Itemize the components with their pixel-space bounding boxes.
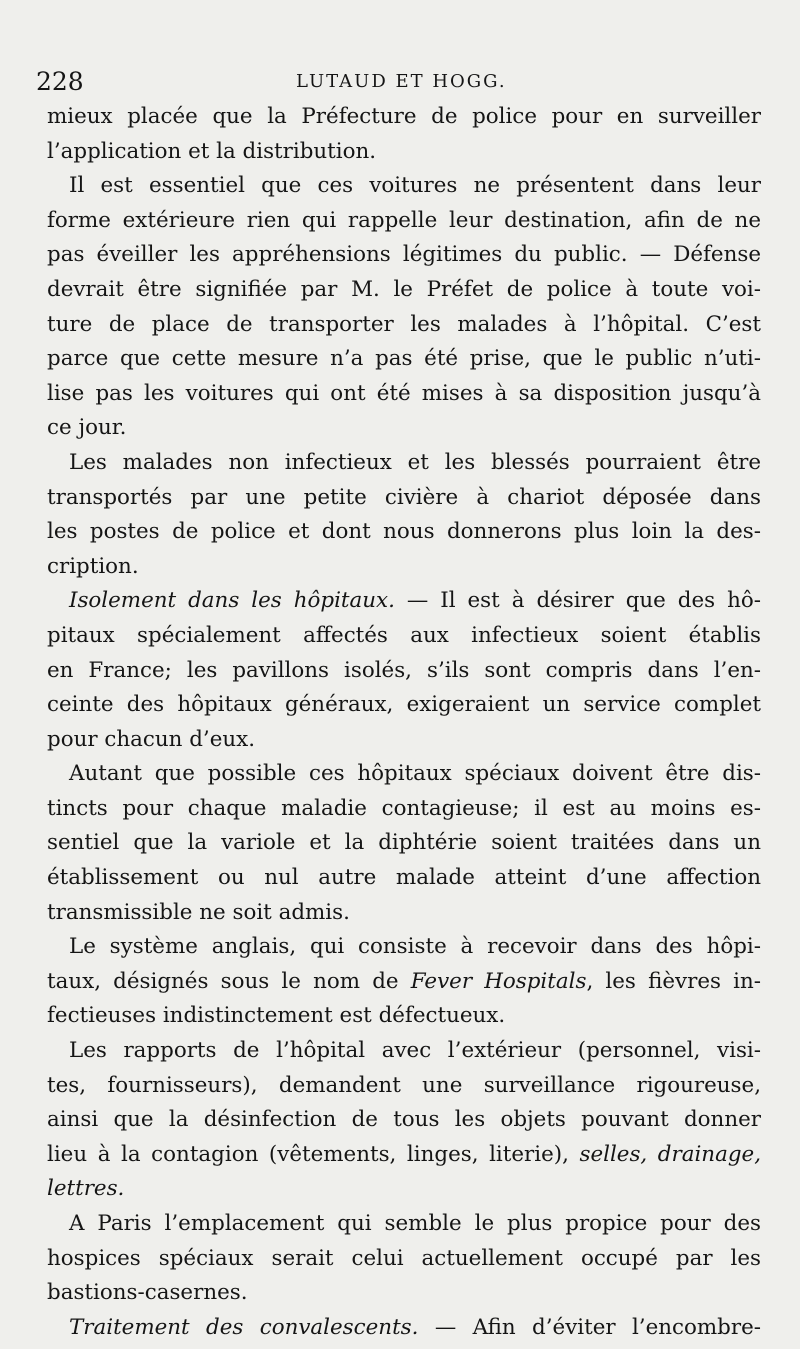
- text-segment: sentiel que la variole et la diphtérie soient traitées dans un: [47, 830, 761, 856]
- text-segment: ceinte des hôpitaux généraux, exigeraient un service complet: [47, 692, 761, 718]
- text-line: [47, 308, 761, 343]
- text-segment: tincts pour chaque maladie contagieuse; il est au moins es-: [47, 795, 761, 821]
- text-segment: Les malades non infectieux et les blessés pourraient être: [69, 449, 761, 475]
- text-line: [47, 1242, 761, 1277]
- page-number: 228: [36, 67, 84, 96]
- running-head: [36, 62, 556, 102]
- text-segment: Il est essentiel que ces voitures ne présentent dans leur: [69, 173, 761, 199]
- running-title: LUTAUD ET HOGG.: [296, 71, 507, 92]
- text-line: [47, 999, 761, 1034]
- text-line: [47, 792, 761, 827]
- text-line: [47, 238, 761, 273]
- text-line: [47, 377, 761, 412]
- text-segment: établissement ou nul autre malade atteint d’une affection: [47, 865, 761, 891]
- text-segment: , les fièvres in-: [586, 968, 761, 994]
- text-line: [47, 550, 761, 585]
- text-segment: ture de place de transporter les malades à l’hôpital. C’est: [47, 311, 761, 337]
- text-line: [47, 1172, 761, 1207]
- text-line: [47, 342, 761, 377]
- text-line: [47, 1103, 761, 1138]
- text-segment: ainsi que la désinfection de tous les objets pouvant donner: [47, 1107, 761, 1133]
- text-segment: transportés par une petite civière à chariot déposée dans: [47, 484, 761, 510]
- text-line: [47, 965, 761, 1000]
- text-line: [47, 861, 761, 896]
- text-segment: A Paris l’emplacement qui semble le plus propice pour des: [69, 1211, 761, 1236]
- text-line: [47, 446, 761, 481]
- text-segment: — Il est à désirer que des hô-: [394, 588, 761, 614]
- text-segment: en France; les pavillons isolés, s’ils sont compris dans l’en-: [47, 657, 761, 683]
- text-line: [47, 654, 761, 689]
- italic-text-segment: lettres.: [47, 1176, 125, 1202]
- text-segment: bastions-casernes.: [47, 1280, 248, 1306]
- body-text: [47, 100, 761, 1345]
- italic-text-segment: Isolement dans les hôpitaux.: [69, 588, 395, 614]
- text-segment: fectieuses indistinctement est défectueux.: [47, 1003, 506, 1029]
- text-line: [47, 619, 761, 654]
- text-segment: lise pas les voitures qui ont été mises à sa disposition jusqu’à: [47, 380, 761, 406]
- text-segment: ce jour.: [47, 415, 127, 441]
- text-segment: pitaux spécialement affectés aux infectieux soient établis: [47, 622, 761, 648]
- text-segment: pas éveiller les appréhensions légitimes du public. — Défense: [47, 242, 761, 268]
- text-line: [47, 1276, 761, 1311]
- text-segment: cription.: [47, 553, 139, 579]
- text-line: [47, 826, 761, 861]
- text-line: [47, 1069, 761, 1104]
- text-line: [47, 411, 761, 446]
- text-line: [47, 1311, 761, 1346]
- italic-text-segment: selles, drainage,: [579, 1141, 761, 1167]
- text-line: [47, 584, 761, 619]
- text-line: [47, 515, 761, 550]
- text-segment: tes, fournisseurs), demandent une surveillance rigoureuse,: [47, 1072, 761, 1098]
- text-segment: Le système anglais, qui consiste à recevoir dans des hôpi-: [69, 934, 761, 960]
- italic-text-segment: Fever Hospitals: [410, 968, 587, 994]
- text-line: [47, 930, 761, 965]
- text-segment: parce que cette mesure n’a pas été prise, que le public n’uti-: [47, 346, 761, 372]
- text-line: [47, 896, 761, 931]
- italic-text-segment: Traitement des convalescents.: [69, 1314, 419, 1340]
- text-line: [47, 135, 761, 170]
- text-segment: hospices spéciaux serait celui actuellement occupé par les: [47, 1245, 761, 1271]
- text-segment: les postes de police et dont nous donnerons plus loin la des-: [47, 519, 761, 545]
- text-line: [47, 204, 761, 239]
- text-segment: Les rapports de l’hôpital avec l’extérieur (personnel, visi-: [69, 1038, 761, 1064]
- text-segment: devrait être signifiée par M. le Préfet de police à toute voi-: [47, 276, 761, 302]
- text-segment: transmissible ne soit admis.: [47, 899, 350, 925]
- text-segment: pour chacun d’eux.: [47, 726, 256, 752]
- text-line: [47, 100, 761, 135]
- text-line: [47, 273, 761, 308]
- text-line: [47, 1034, 761, 1069]
- text-segment: l’application et la distribution.: [47, 138, 377, 164]
- text-segment: — Afin d’éviter l’encombre-: [418, 1314, 761, 1340]
- text-segment: Autant que possible ces hôpitaux spéciaux doivent être dis-: [69, 761, 761, 787]
- text-line: [47, 1138, 761, 1173]
- text-segment: taux, désignés sous le nom de: [47, 968, 411, 994]
- text-line: [47, 688, 761, 723]
- text-segment: lieu à la contagion (vêtements, linges, literie),: [47, 1141, 580, 1167]
- text-line: [47, 1207, 761, 1242]
- text-line: [47, 169, 761, 204]
- text-line: [47, 757, 761, 792]
- text-segment: forme extérieure rien qui rappelle leur destination, afin de ne: [47, 207, 761, 233]
- text-segment: mieux placée que la Préfecture de police pour en surveiller: [47, 104, 761, 129]
- text-line: [47, 723, 761, 758]
- text-line: [47, 481, 761, 516]
